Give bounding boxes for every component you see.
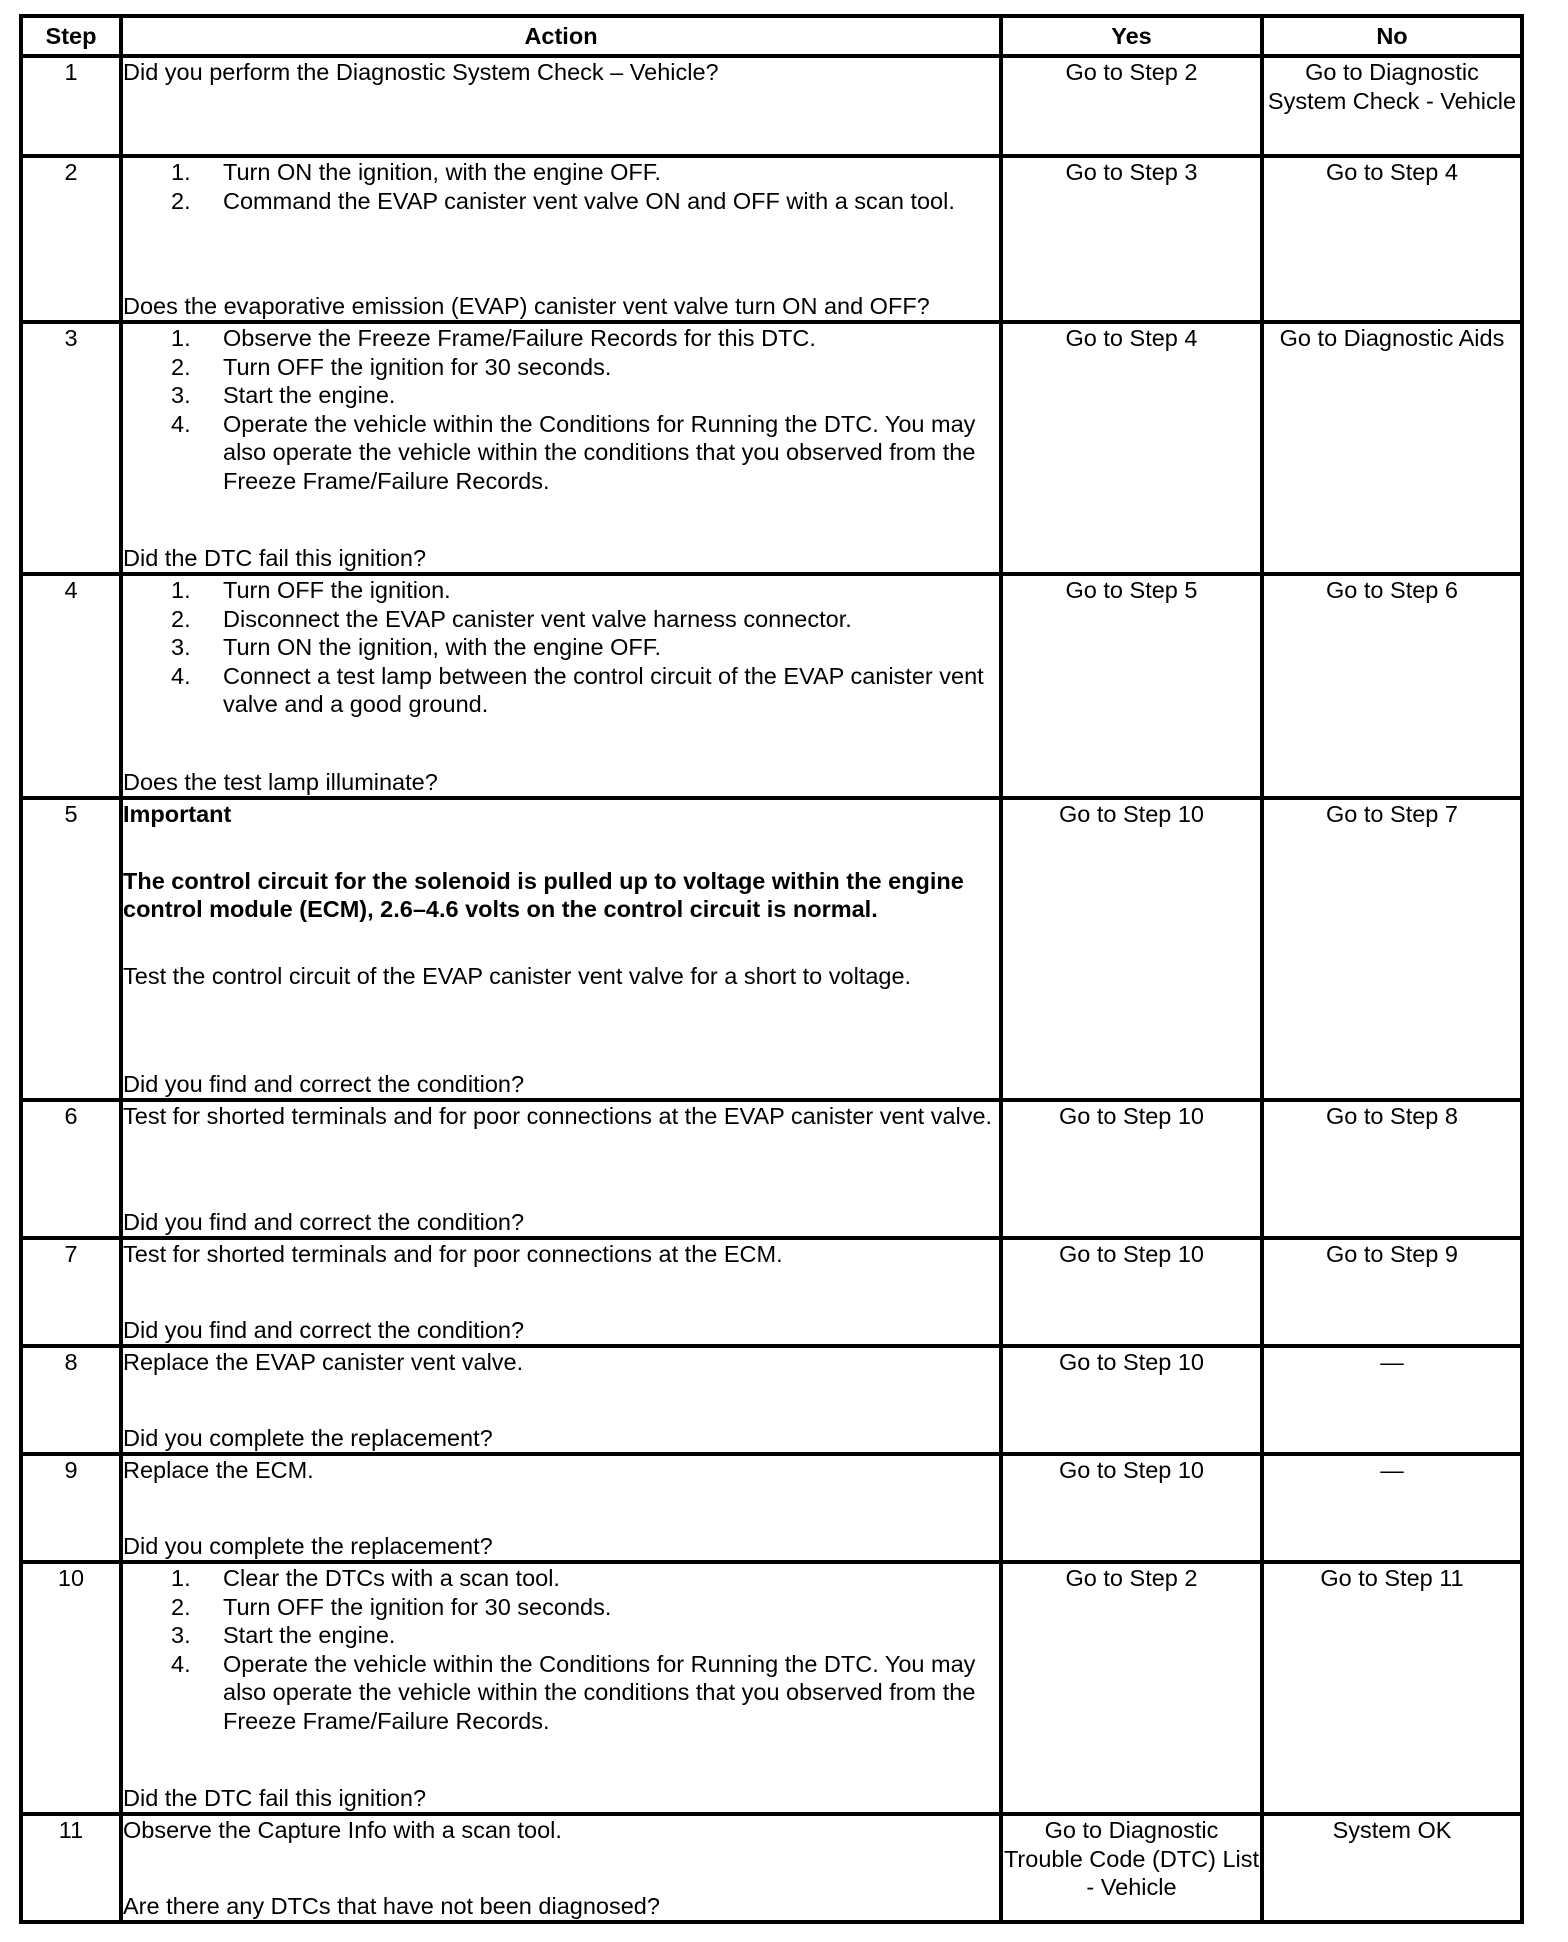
no-cell: Go to Diagnostic Aids [1262,322,1522,574]
action-question: Did you complete the replacement? [123,1532,493,1559]
action-question: Did you find and correct the condition? [123,1070,525,1097]
important-note: The control circuit for the solenoid is pulled up to voltage within the engine control module (ECM), 2.6–4.6 volts on the control circuit is normal. [123,867,964,922]
action-question: Did you find and correct the condition? [123,1316,525,1343]
table-row [21,56,1522,156]
table-row [21,1346,1522,1454]
action-cell [121,1454,1001,1562]
important-heading: Important [123,801,232,827]
action-question: Are there any DTCs that have not been diagnosed? [123,1892,660,1919]
yes-cell: Go to Step 3 [1001,156,1262,322]
yes-cell: Go to Diagnostic Trouble Code (DTC) List - Vehicle [1001,1814,1262,1922]
action-text: Observe the Capture Info with a scan tool. [123,1817,562,1843]
step-number: 1 [21,56,121,156]
yes-cell: Go to Step 2 [1001,56,1262,156]
action-steps [123,576,999,719]
no-cell: Go to Diagnostic System Check - Vehicle [1262,56,1522,156]
table-row [21,1100,1522,1238]
action-cell [121,574,1001,798]
no-cell: System OK [1262,1814,1522,1922]
yes-cell: Go to Step 10 [1001,1100,1262,1238]
action-cell [121,1562,1001,1814]
header-no: No [1262,16,1522,56]
table-row [21,156,1522,322]
header-step: Step [21,16,121,56]
no-cell: Go to Step 8 [1262,1100,1522,1238]
table-row [21,1238,1522,1346]
list-item: 1. Turn OFF the ignition. [171,577,451,603]
list-item: 1. Observe the Freeze Frame/Failure Records for this DTC. [171,325,816,351]
no-cell: — [1262,1346,1522,1454]
action-cell [121,1346,1001,1454]
step-number: 4 [21,574,121,798]
step-number: 8 [21,1346,121,1454]
action-text: Replace the ECM. [123,1457,314,1483]
no-cell: Go to Step 6 [1262,574,1522,798]
table-row [21,574,1522,798]
action-cell [121,1814,1001,1922]
step-number: 7 [21,1238,121,1346]
header-row [21,16,1522,56]
list-item: 4. Operate the vehicle within the Conditions for Running the DTC. You may also operate the vehicle within the conditions that you observed from the Freeze Frame/Failure Records. [171,1650,976,1734]
step-number: 3 [21,322,121,574]
action-text: Test for shorted terminals and for poor connections at the EVAP canister vent valve. [123,1103,993,1129]
no-cell: Go to Step 7 [1262,798,1522,1100]
yes-cell: Go to Step 10 [1001,1346,1262,1454]
yes-cell: Go to Step 10 [1001,798,1262,1100]
action-steps [123,1564,999,1735]
action-cell [121,1238,1001,1346]
action-cell [121,156,1001,322]
list-item: 3. Turn ON the ignition, with the engine OFF. [171,634,662,660]
list-item: 4. Connect a test lamp between the control circuit of the EVAP canister vent valve and a good ground. [171,662,984,717]
yes-cell: Go to Step 5 [1001,574,1262,798]
action-question: Did the DTC fail this ignition? [123,544,427,571]
table-row [21,1814,1522,1922]
yes-cell: Go to Step 2 [1001,1562,1262,1814]
table-row [21,1454,1522,1562]
header-yes: Yes [1001,16,1262,56]
list-item: 2. Disconnect the EVAP canister vent valve harness connector. [171,605,852,632]
step-number: 10 [21,1562,121,1814]
list-item: 2. Turn OFF the ignition for 30 seconds. [171,1593,612,1620]
diagnostic-table [19,14,1524,1924]
action-cell [121,1100,1001,1238]
action-steps [123,158,999,215]
action-cell [121,798,1001,1100]
action-cell [121,322,1001,574]
step-number: 2 [21,156,121,322]
table-row [21,322,1522,574]
table-row [21,798,1522,1100]
yes-cell: Go to Step 10 [1001,1454,1262,1562]
header-action: Action [121,16,1001,56]
no-cell: Go to Step 9 [1262,1238,1522,1346]
step-number: 9 [21,1454,121,1562]
action-text: Test the control circuit of the EVAP canister vent valve for a short to voltage. [123,962,912,989]
action-question: Did the DTC fail this ignition? [123,1784,427,1811]
step-number: 6 [21,1100,121,1238]
action-text: Replace the EVAP canister vent valve. [123,1349,524,1375]
no-cell: Go to Step 4 [1262,156,1522,322]
action-steps [123,324,999,495]
no-cell: Go to Step 11 [1262,1562,1522,1814]
list-item: 3. Start the engine. [171,382,396,408]
action-text: Did you perform the Diagnostic System Check – Vehicle? [123,59,719,85]
action-text: Test for shorted terminals and for poor connections at the ECM. [123,1241,783,1267]
action-cell [121,56,1001,156]
list-item: 3. Start the engine. [171,1622,396,1648]
yes-cell: Go to Step 4 [1001,322,1262,574]
step-number: 5 [21,798,121,1100]
list-item: 4. Operate the vehicle within the Conditions for Running the DTC. You may also operate the vehicle within the conditions that you observed from the Freeze Frame/Failure Records. [171,410,976,494]
action-question: Did you complete the replacement? [123,1424,493,1451]
no-cell: — [1262,1454,1522,1562]
action-question: Does the test lamp illuminate? [123,768,438,795]
table-row [21,1562,1522,1814]
list-item: 1. Clear the DTCs with a scan tool. [171,1565,560,1591]
action-question: Does the evaporative emission (EVAP) canister vent valve turn ON and OFF? [123,292,930,319]
list-item: 2. Command the EVAP canister vent valve ON and OFF with a scan tool. [171,187,955,214]
step-number: 11 [21,1814,121,1922]
list-item: 2. Turn OFF the ignition for 30 seconds. [171,353,612,380]
action-question: Did you find and correct the condition? [123,1208,525,1235]
list-item: 1. Turn ON the ignition, with the engine OFF. [171,159,662,185]
yes-cell: Go to Step 10 [1001,1238,1262,1346]
